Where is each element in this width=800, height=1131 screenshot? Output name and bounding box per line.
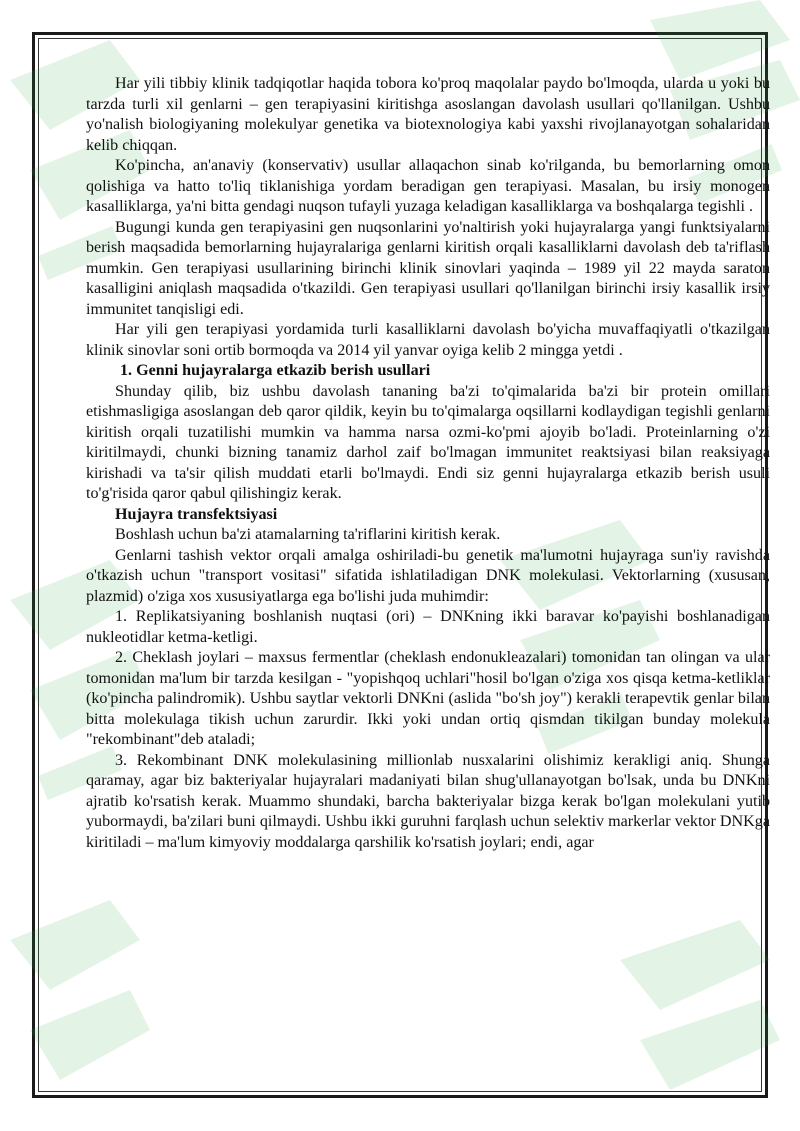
paragraph: Bugungi kunda gen terapiyasini gen nuqsonlarini yo'naltirish yoki hujayralarga yangi funktsiyalarni berish maqsadida bemorlarning hujayralariga genlarni kiritish orqali kasalliklarni davolash deb ta'riflash mumkin. Gen terapiyasi usullarining birinchi klinik sinovlari yaqinda – 1989 yil 22 mayda saraton kasalligini aniqlash maqsadida o'tkazildi. Gen terapiyasi usullari qo'llanilgan birinchi irsiy kasallik irsiy immunitet tanqisligi edi. bbox=[86, 218, 770, 318]
paragraph: Shunday qilib, biz ushbu davolash tananing ba'zi to'qimalarida ba'zi bir protein omillari etishmasligiga asoslangan deb qaror qildik, keyin bu to'qimalarga oqsillarni kodlaydigan tegishli genlarni kiritish orqali tuzatilishi mumkin va hamma narsa ozmi-ko'pmi ajoyib bo'ladi. Proteinlarning o'zi kiritilmaydi, chunki bizning tanamiz darhol zaif bo'lmagan immunitet reaktsiyasi bilan reaksiyaga kirishadi va ta'sir qilish muddati etarli bo'lmaydi. Endi siz genni hujayralarga etkazib berish usuli to'g'risida qaror qabul qilishingiz kerak. bbox=[86, 382, 770, 502]
paragraph: Har yili gen terapiyasi yordamida turli kasalliklarni davolash bo'yicha muvaffaqiyatli o'tkazilgan klinik sinovlar soni ortib bormoqda va 2014 yil yanvar oyiga kelib 2 mingga yetdi . bbox=[86, 321, 770, 359]
document-body bbox=[86, 74, 770, 853]
paragraph: Har yili tibbiy klinik tadqiqotlar haqida tobora ko'proq maqolalar paydo bo'lmoqda, ularda u yoki bu tarzda turli xil genlarni – gen terapiyasini kiritishga asoslangan davolash usullari qo'llanilgan. Ushbu yo'nalish biologiyaning molekulyar genetika va biotexnologiya kabi yaxshi rivojlanayotgan sohalaridan kelib chiqqan. bbox=[86, 75, 770, 154]
paragraph: Ko'pincha, an'anaviy (konservativ) usullar allaqachon sinab ko'rilganda, bu bemorlarning omon qolishiga va hatto to'liq tiklanishiga yordam beradigan gen terapiyasi. Masalan, bu irsiy monogen kasalliklarga, ya'ni bitta gendagi nuqson tufayli yuzaga keladigan kasalliklarga va boshqalarga tegishli . bbox=[86, 157, 770, 215]
subsection-heading: Hujayra transfektsiyasi bbox=[115, 505, 278, 523]
list-item: 3. Rekombinant DNK molekulasining millionlab nusxalarini olishimiz kerakligi aniq. Shunga qaramay, agar biz bakteriyalar hujayralari madaniyati bilan shug'ullanayotgan bo'lsak, unda bu DNKni ajratib ko'rsatish kerak. Muammo shundaki, barcha bakteriyalar bizga kerak bo'lgan molekulani yutib yubormaydi, ba'zilari buni qilmaydi. Ushbu ikki guruhni farqlash uchun selektiv markerlar vektor DNKga kiritiladi – ma'lum kimyoviy moddalarga qarshilik ko'rsatish joylari; endi, agar bbox=[86, 751, 770, 851]
list-item: 1. Replikatsiyaning boshlanish nuqtasi (ori) – DNKning ikki baravar ko'payishi boshlanadigan nukleotidlar ketma-ketligi. bbox=[86, 608, 770, 646]
section-heading: 1. Genni hujayralarga etkazib berish usullari bbox=[120, 362, 431, 379]
paragraph: Genlarni tashish vektor orqali amalga oshiriladi-bu genetik ma'lumotni hujayraga sun'iy ravishda o'tkazish uchun "transport vositasi" sifatida ishlatiladigan DNK molekulasi. Vektorlarning (xususan, plazmid) o'ziga xos xususiyatlarga ega bo'lishi juda muhimdir: bbox=[86, 546, 770, 605]
paragraph: Boshlash uchun ba'zi atamalarning ta'riflarini kiritish kerak. bbox=[115, 526, 501, 543]
list-item: 2. Cheklash joylari – maxsus fermentlar (cheklash endonukleazalari) tomonidan tan olingan va ular tomonidan ma'lum bir tarzda kesilgan - "yopishqoq uchlari"hosil bo'lgan o'ziga xos qisqa ketma-ketliklar (ko'pincha palindromik). Ushbu saytlar vektorli DNKni (aslida "bo'sh joy") kerakli terapevtik genlar bilan bitta molekulaga tikish uchun zarurdir. Ikki yoki undan ortiq qismdan tikilgan bunday molekula "rekombinant"deb ataladi; bbox=[86, 649, 770, 748]
